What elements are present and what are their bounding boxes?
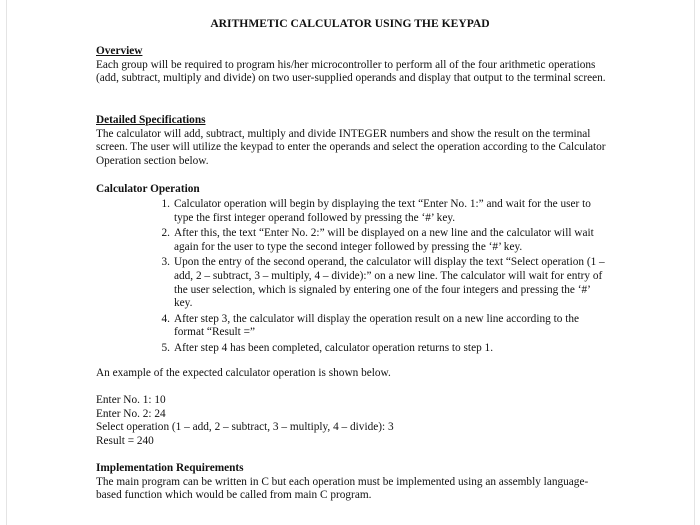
- step-number: 4.: [161, 312, 170, 325]
- specs-heading: Detailed Specifications: [96, 114, 206, 126]
- step-item: [150, 227, 610, 254]
- step-text: Upon the entry of the second operand, the calculator will display the text “Select operation (1 – add, 2 – subtract, 3 – multiply, 4 – divide):” on a new line. The calculator will wait for entry of the user selection, which is signaled by entering one of the four integers and pressing the ‘#’ key.: [174, 256, 605, 310]
- step-number: 5.: [161, 341, 170, 354]
- specs-text: The calculator will add, subtract, multiply and divide INTEGER numbers and show the result on the terminal screen. The user will utilize the keypad to enter the operands and select the operation according to the Calculator Operation section below.: [96, 127, 606, 167]
- implementation-section: [96, 462, 608, 503]
- step-text: Calculator operation will begin by displaying the text “Enter No. 1:” and wait for the user to type the first integer operand followed by pressing the ‘#’ key.: [174, 198, 591, 224]
- step-number: 3.: [161, 256, 170, 269]
- example-line: Result = 240: [96, 434, 154, 447]
- step-item: [150, 198, 610, 225]
- example-output: [96, 394, 608, 448]
- step-item: [150, 342, 610, 356]
- step-item: [150, 256, 610, 310]
- specs-section: [96, 114, 608, 168]
- step-text: After step 3, the calculator will display the operation result on a new line according to the format “Result =”: [174, 312, 579, 339]
- example-line: Enter No. 2: 24: [96, 407, 166, 420]
- example-intro-section: [96, 367, 608, 381]
- page-border-left: [6, 0, 7, 525]
- implementation-heading: Implementation Requirements: [96, 462, 244, 474]
- step-item: [150, 313, 610, 340]
- example-line: Enter No. 1: 10: [96, 394, 166, 406]
- step-number: 2.: [161, 227, 170, 240]
- implementation-text: The main program can be written in C but each operation must be implemented using an assembly language-based function which would be called from main C program.: [96, 475, 589, 502]
- operation-heading: Calculator Operation: [96, 183, 200, 195]
- step-text: After step 4 has been completed, calculator operation returns to step 1.: [174, 341, 494, 354]
- operation-steps-list: [150, 198, 610, 358]
- overview-heading: Overview: [96, 45, 143, 57]
- step-number: 1.: [161, 198, 170, 210]
- example-intro: An example of the expected calculator operation is shown below.: [96, 367, 391, 379]
- overview-section: [96, 45, 608, 86]
- overview-text: Each group will be required to program his/her microcontroller to perform all of the four arithmetic operations (add, subtract, multiply and divide) on two user-supplied operands and display that output to the terminal screen.: [96, 58, 606, 85]
- document-title: ARITHMETIC CALCULATOR USING THE KEYPAD: [210, 17, 490, 30]
- step-text: After this, the text “Enter No. 2:” will be displayed on a new line and the calculator will wait again for the user to type the second integer followed by pressing the ‘#’ key.: [174, 227, 594, 253]
- operation-section: [96, 183, 608, 197]
- example-line: Select operation (1 – add, 2 – subtract, 3 – multiply, 4 – divide): 3: [96, 421, 394, 434]
- page-border-right: [694, 0, 695, 525]
